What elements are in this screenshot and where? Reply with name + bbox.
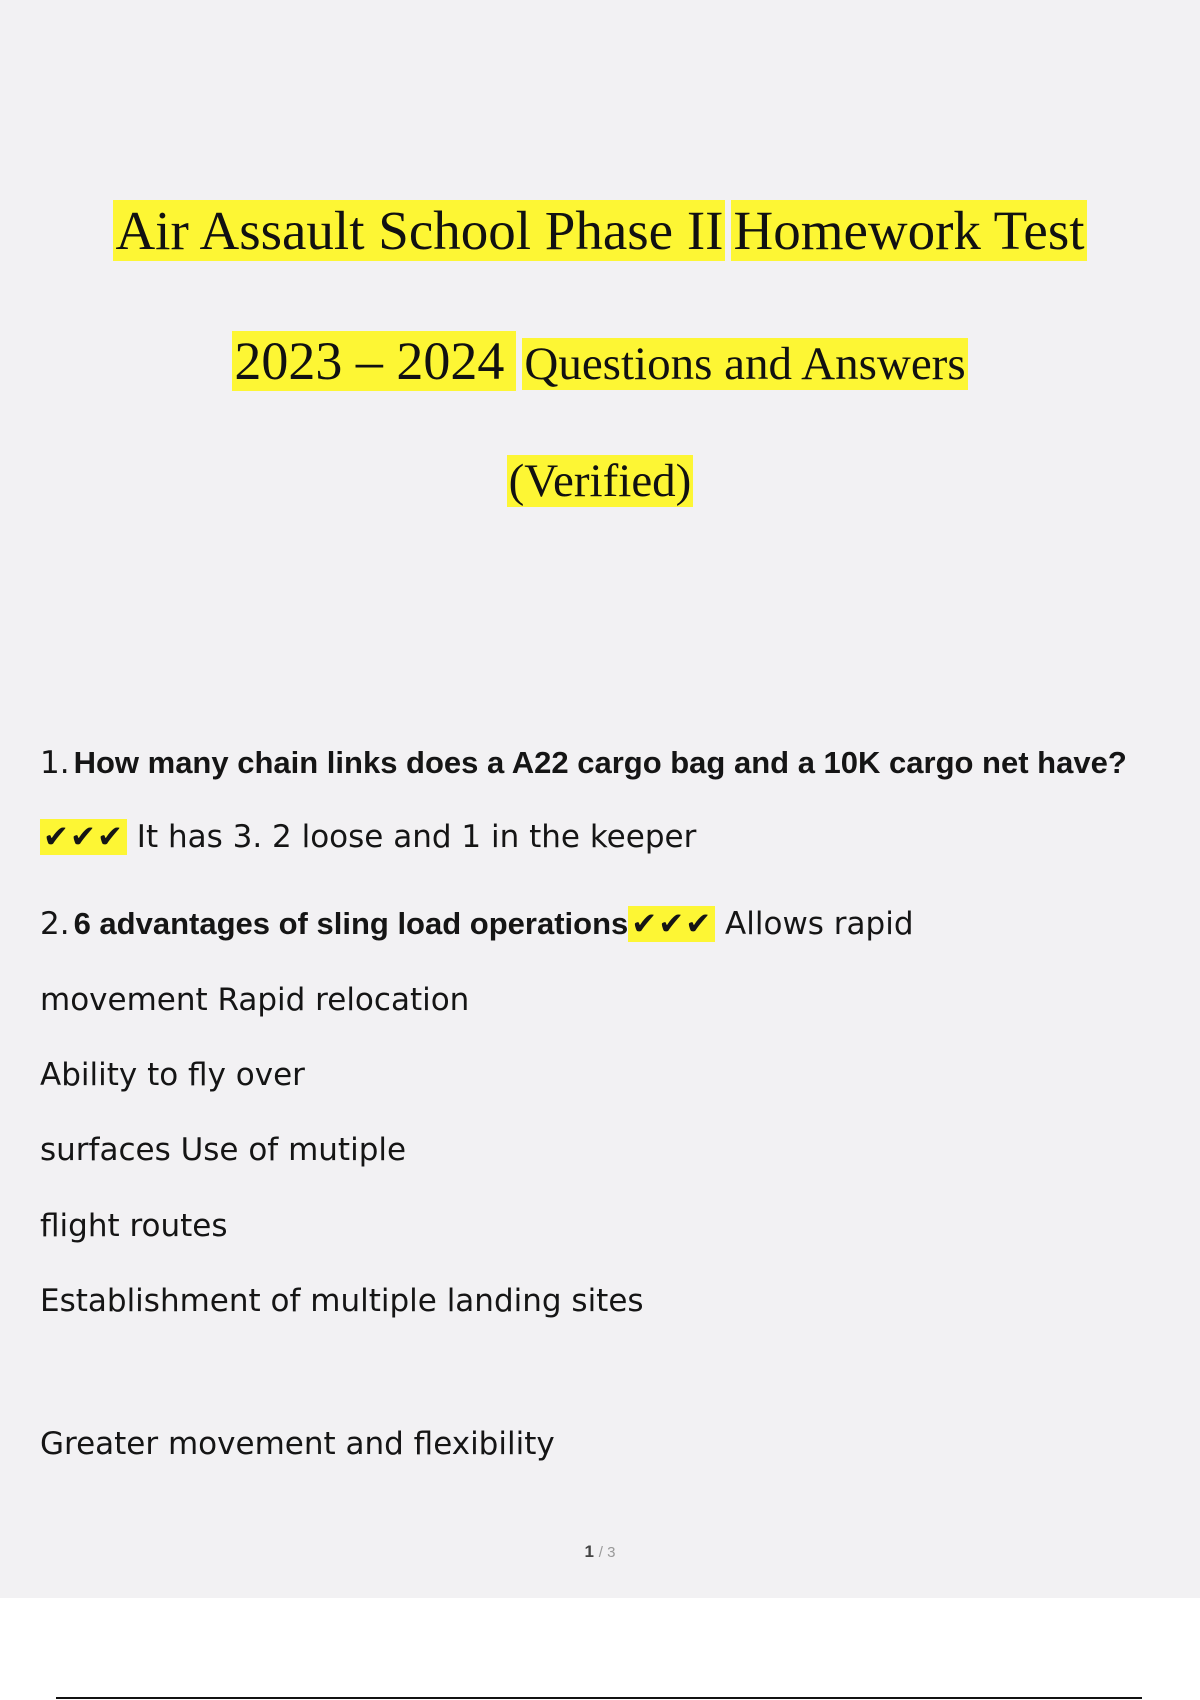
title-line-3 xyxy=(0,451,1200,511)
page-current: 1 xyxy=(584,1542,595,1561)
question-2-text: 6 advantages of sling load operations xyxy=(73,906,629,941)
next-page-rule xyxy=(56,1697,1142,1699)
question-1-number: 1. xyxy=(40,745,70,781)
page-indicator xyxy=(0,1542,1200,1562)
answer-1 xyxy=(40,817,696,857)
checkmark-icon: ✔✔✔ xyxy=(40,819,127,855)
title-line-1 xyxy=(0,196,1200,266)
question-1-text: How many chain links does a A22 cargo bag and a 10K cargo net have? xyxy=(73,745,1127,780)
title-highlight-1b: Homework Test xyxy=(733,200,1085,261)
title-highlight-1a: Air Assault School Phase II xyxy=(115,200,724,261)
answer-1-text: It has 3. 2 loose and 1 in the keeper xyxy=(136,819,697,855)
answer-2-line: surfaces Use of mutiple xyxy=(40,1132,407,1168)
question-2-number: 2. xyxy=(40,906,70,942)
question-2 xyxy=(40,904,914,944)
answer-2-first: Allows rapid xyxy=(725,906,914,942)
question-1 xyxy=(40,743,1127,783)
answer-2-line: movement Rapid relocation xyxy=(40,982,470,1018)
title-highlight-2b: Questions and Answers xyxy=(524,338,966,390)
title-highlight-3: (Verified) xyxy=(508,455,692,507)
title-line-2 xyxy=(0,326,1200,399)
title-highlight-2a: 2023 – 2024 xyxy=(232,331,516,391)
answer-2-line: Establishment of multiple landing sites xyxy=(40,1283,644,1319)
answer-2-line: Greater movement and flexibility xyxy=(40,1426,555,1462)
answer-2-line: flight routes xyxy=(40,1208,228,1244)
checkmark-icon: ✔✔✔ xyxy=(628,906,715,942)
answer-2-line: Ability to fly over xyxy=(40,1057,305,1093)
page-total: / 3 xyxy=(598,1544,616,1561)
